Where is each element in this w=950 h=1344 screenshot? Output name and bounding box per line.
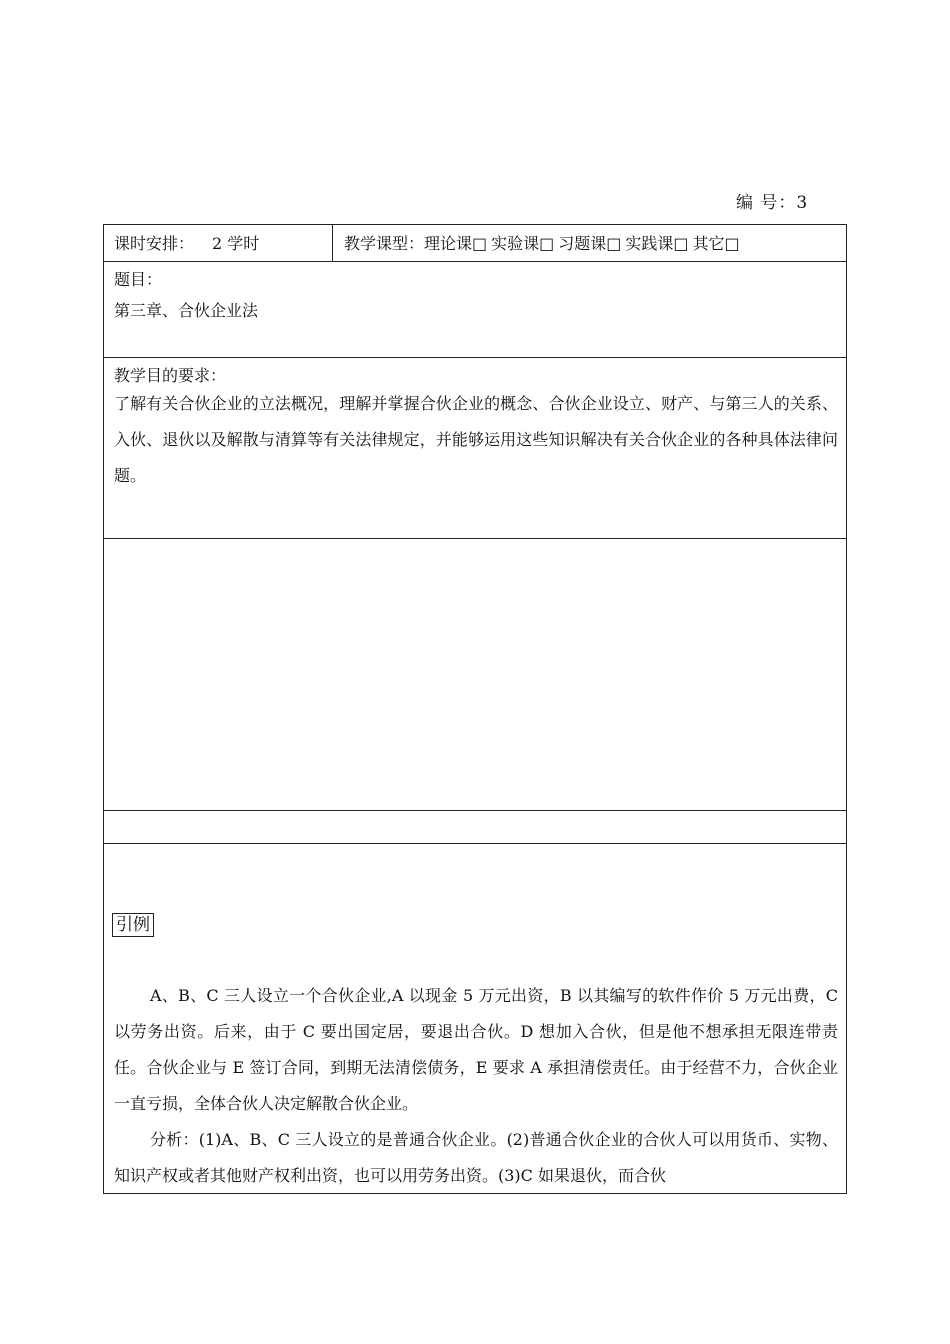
option-experiment[interactable]: 实验课□ — [491, 234, 555, 253]
option-other[interactable]: 其它□ — [692, 234, 740, 253]
topic-row — [104, 262, 846, 358]
topic-value: 第三章、合伙企业法 — [114, 301, 259, 320]
case-title: 引例 — [112, 913, 154, 937]
empty-divider-row — [104, 811, 846, 844]
objective-row — [104, 358, 846, 539]
objective-text: 了解有关合伙企业的立法概况，理解并掌握合伙企业的概念、合伙企业设立、财产、与第三人的关系、入伙、退伙以及解散与清算等有关法律规定，并能够运用这些知识解决有关合伙企业的各种具体法律问题。 — [114, 394, 838, 485]
schedule-row — [104, 225, 846, 262]
course-type-label: 教学课型： — [344, 234, 425, 253]
document-serial-number: 编 号：3 — [736, 193, 809, 213]
option-practice[interactable]: 实践课□ — [625, 234, 689, 253]
topic-label: 题目： — [114, 270, 163, 289]
schedule-label: 课时安排： — [114, 234, 195, 253]
case-text: A、B、C 三人设立一个合伙企业,A 以现金 5 万元出资，B 以其编写的软件作价 5 万元出费，C 以劳务出资。后来，由于 C 要出国定居，要退出合伙。D 想加入合伙，但是他不想承担无限连带责任。合伙企业与 E 签订合同，到期无法清偿债务，E 要求 A 承担清偿责任。由于经营不力，合伙企业一直亏损，全体合伙人决定解散合伙企业。 — [114, 986, 838, 1113]
schedule-cell — [104, 225, 333, 261]
objective-label: 教学目的要求： — [114, 366, 227, 385]
lesson-plan-table — [103, 224, 847, 1194]
option-exercise[interactable]: 习题课□ — [558, 234, 622, 253]
content-row — [104, 844, 846, 1193]
option-theory[interactable]: 理论课□ — [424, 234, 488, 253]
empty-section-row — [104, 539, 846, 811]
analysis-text: 分析：(1)A、B、C 三人设立的是普通合伙企业。(2)普通合伙企业的合伙人可以用货币、实物、知识产权或者其他财产权利出资，也可以用劳务出资。(3)C 如果退伙，而合伙 — [114, 1130, 838, 1185]
course-type-cell — [333, 225, 846, 267]
hours-value: 2 学时 — [212, 234, 260, 253]
